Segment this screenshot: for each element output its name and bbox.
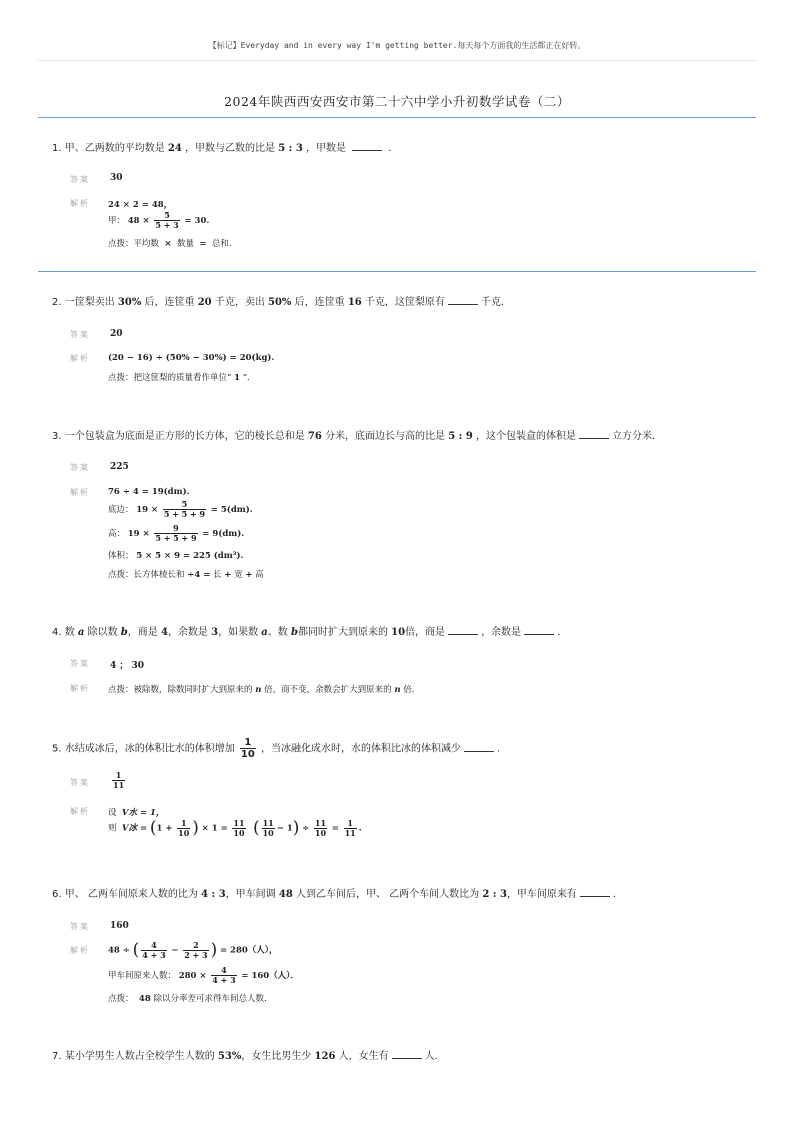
analysis-line: 点拨：平均数 × 数量 = 总和. — [108, 239, 232, 249]
analysis-label: 解析 — [70, 946, 90, 955]
answer-blank — [580, 887, 610, 897]
analysis-line: 48 ÷ ( $\frac{4}{4 + 3}$ − $\frac{2}{2 + 3}$ ) = 280（人）， — [108, 939, 278, 960]
question-2: 2. 一筐梨卖出 30% 后，连筐重 20 千克，卖出 50% 后，连筐重 16 千克，这筐梨原有 千克． — [52, 297, 511, 308]
analysis-line: 设 V水 = 1， — [108, 808, 165, 818]
analysis-line: 点拨： 48 除以分率差可求得车间总人数． — [108, 994, 273, 1004]
answer-label: 答案 — [70, 659, 90, 668]
analysis-line: 点拨：被除数，除数同时扩大到原来的 n 倍，商不变，余数会扩大到原来的 n 倍． — [108, 685, 421, 695]
question-text: ． — [388, 143, 399, 154]
header-note: 【标记】Everyday and in every way I'm getting better.每天每个方面我的生活都正在好转。 — [208, 41, 586, 50]
analysis-line: 甲车间原来人数： 280 × $\frac{4}{4 + 3}$ = 160（人）． — [108, 965, 299, 985]
question-5: 5. 水结成冰后，冰的体积比水的体积增加 $\frac{1}{10}$ ，当冰融化成水时，水的体积比冰的体积减少 ． — [52, 737, 508, 760]
analysis-line: 底边： 19 × $\frac{5}{5 + 5 + 9}$ = 5(dm). — [108, 499, 253, 519]
analysis-line: 甲： 48 × $\frac{5}{5 + 3}$ = 30. — [108, 210, 210, 230]
answer-label: 答案 — [70, 175, 90, 184]
answer-value: 4 ； 30 — [110, 661, 145, 671]
analysis-line: 高： 19 × $\frac{9}{5 + 5 + 9}$ = 9(dm). — [108, 523, 245, 543]
analysis-line: (20 − 16) ÷ (50% − 30%) = 20(kg). — [108, 353, 275, 363]
analysis-line: 则 V冰 = (1 + $\frac{1}{10}$ ) × 1 = $\frac{11}{10}$ ( $\frac{11}{10}$ − 1) ÷ $\frac{11}{10}$ = $\frac{1}{11}$ . — [108, 817, 362, 838]
answer-blank — [352, 141, 382, 151]
answer-value: $\frac{1}{11}$ — [113, 770, 125, 790]
analysis-label: 解析 — [70, 354, 90, 363]
answer-blank — [464, 742, 494, 752]
answer-blank — [448, 295, 478, 305]
question-value: 24 — [167, 143, 182, 154]
answer-value: 30 — [110, 173, 123, 183]
analysis-line: 76 ÷ 4 = 19(dm). — [108, 487, 190, 497]
analysis-label: 解析 — [70, 684, 90, 693]
question-text: ，甲数与乙数的比是 — [185, 143, 276, 154]
divider — [38, 60, 756, 61]
divider — [38, 117, 756, 118]
answer-value: 225 — [110, 462, 129, 472]
question-text: ，甲数是 — [305, 143, 346, 154]
divider — [38, 271, 756, 272]
question-3: 3. 一个包装盒为底面是正方形的长方体，它的棱长总和是 76 分米，底面边长与高的比是 5 : 9 ，这个包装盒的体积是 立方分米． — [52, 431, 662, 442]
analysis-label: 解析 — [70, 807, 90, 816]
question-6: 6. 甲、 乙两车间原来人数的比为 4 : 3，甲车间调 48 人到乙车间后，甲、 乙两个车间人数比为 2 : 3，甲车间原来有 ． — [52, 889, 623, 900]
answer-blank — [448, 625, 478, 635]
answer-blank — [524, 625, 554, 635]
question-1 — [52, 139, 398, 154]
answer-label: 答案 — [70, 922, 90, 931]
analysis-label: 解析 — [70, 199, 90, 208]
analysis-line: 24 × 2 = 48， — [108, 200, 173, 210]
question-7: 7. 某小学男生人数占全校学生人数的 53%，女生比男生少 126 人，女生有 人． — [52, 1051, 445, 1062]
answer-label: 答案 — [70, 778, 90, 787]
analysis-line: 体积： 5 × 5 × 9 = 225 (dm³). — [108, 551, 244, 561]
answer-blank — [579, 429, 609, 439]
answer-label: 答案 — [70, 463, 90, 472]
question-text: 1. 甲、乙两数的平均数是 — [52, 143, 165, 154]
page-title: 2024年陕西西安西安市第二十六中学小升初数学试卷（二） — [224, 94, 570, 109]
question-value: 5 : 3 — [278, 143, 303, 154]
analysis-label: 解析 — [70, 488, 90, 497]
question-4: 4. 数 a 除以数 b，商是 4，余数是 3，如果数 a、数 b都同时扩大到原来的 10倍，商是 ，余数是 ． — [52, 627, 568, 638]
answer-blank — [392, 1049, 422, 1059]
answer-value: 20 — [110, 329, 123, 339]
answer-label: 答案 — [70, 330, 90, 339]
analysis-line: 点拨：长方体棱长和 ÷4 = 长 + 宽 + 高 — [108, 570, 264, 580]
analysis-line: 点拨：把这筐梨的质量看作单位“ 1 ”． — [108, 373, 256, 383]
answer-value: 160 — [110, 921, 129, 931]
